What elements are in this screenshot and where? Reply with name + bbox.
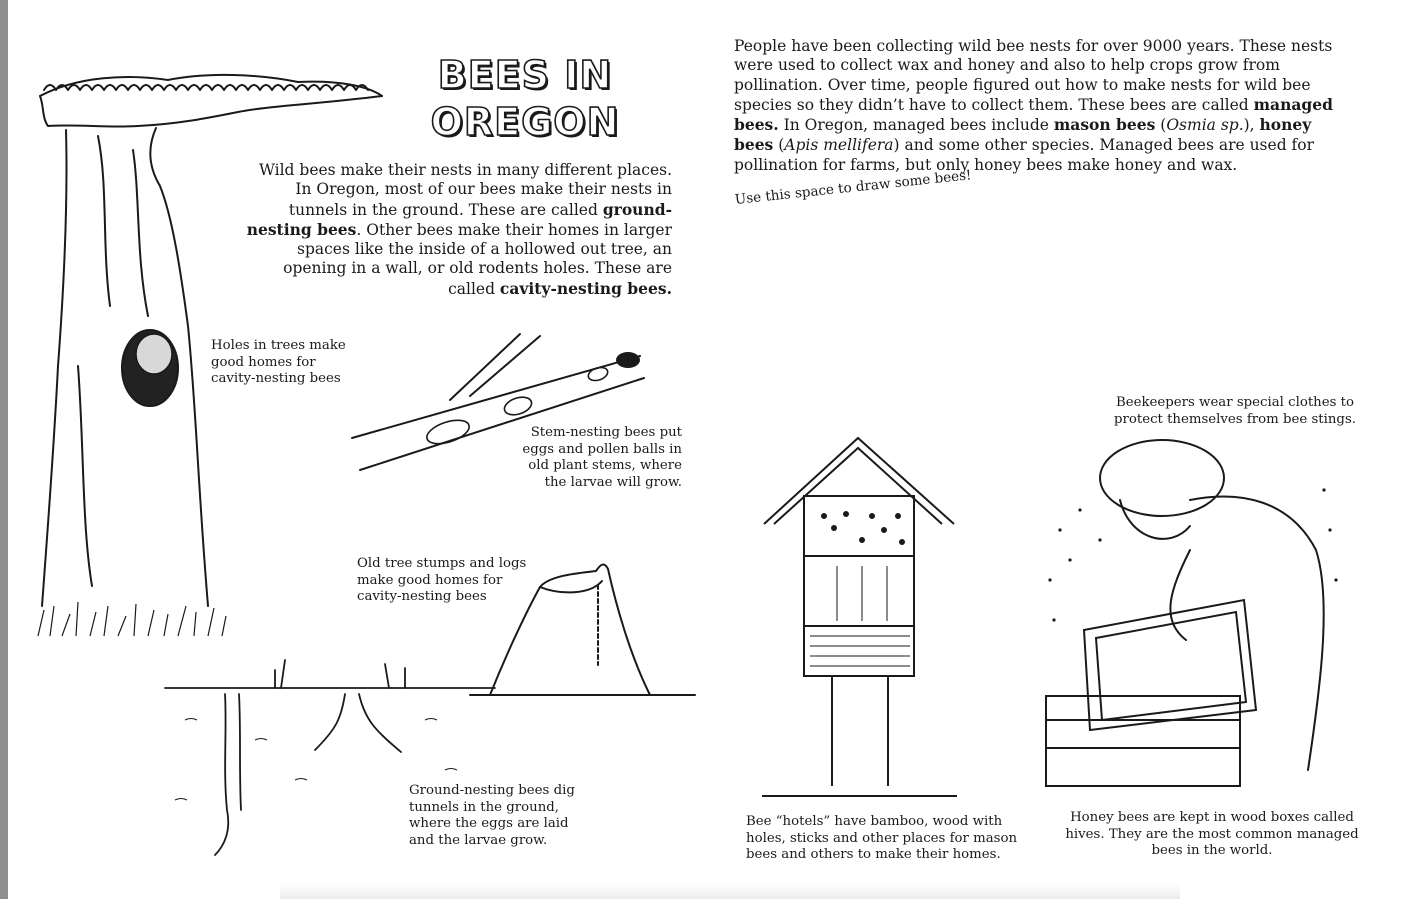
caption-beekeepers: Beekeepers wear special clothes to protect themselves from bee stings. <box>1113 395 1356 427</box>
caption-hives: Honey bees are kept in wood boxes called hives. They are the most common managed bees in the world. <box>1065 810 1359 858</box>
managed-term-managed-bees: managed bees. <box>734 94 1333 135</box>
managed-term-honey-bees: honey bees <box>734 115 1312 155</box>
draw-prompt: Use this space to draw some bees! <box>734 167 973 208</box>
bee-hotel-illustration <box>762 436 957 806</box>
managed-text-6: ) and some other species. Managed bees are used for pollination for farms, but only honey bees make honey and wax. <box>734 136 1315 174</box>
caption-ground-nesting: Ground-nesting bees dig tunnels in the ground, where the eggs are laid and the larvae grow. <box>409 783 575 848</box>
page-title <box>400 52 650 146</box>
caption-bee-hotels: Bee “hotels” have bamboo, wood with holes, sticks and other places for mason bees and others to make their homes. <box>746 814 1018 862</box>
managed-text-3: ( <box>1155 116 1167 135</box>
page-left-edge <box>0 0 8 899</box>
managed-text-1: People have been collecting wild bee nests for over 9000 years. These nests were used to collect wax and honey and also to help crops grow from pollination. Over time, people figured out how to make nests for wild bee species so they didn’t have to collect them. These bees are called <box>734 37 1333 114</box>
page-bottom-shadow <box>280 884 1180 899</box>
managed-term-mason-bees: mason bees <box>1053 115 1156 135</box>
managed-species-osmia: Osmia sp. <box>1166 116 1244 135</box>
caption-tree-holes: Holes in trees make good homes for cavity-nesting bees <box>211 338 346 386</box>
caption-stumps: Old tree stumps and logs make good homes for cavity-nesting bees <box>357 556 527 604</box>
title-line-2: OREGON <box>430 100 620 144</box>
intro-text-2: . Other bees make their homes in larger spaces like the inside of a hollowed out tree, an opening in a wall, or old rodents holes. These are called <box>283 220 672 298</box>
managed-text-2: In Oregon, managed bees include <box>778 116 1054 135</box>
managed-text-5: ( <box>773 136 785 155</box>
managed-species-apis: Apis mellifera <box>784 136 894 155</box>
intro-text-1: Wild bees make their nests in many different places. In Oregon, most of our bees make their nests in tunnels in the ground. These are called <box>258 161 672 219</box>
intro-paragraph <box>240 161 672 299</box>
caption-stem-nesting: Stem-nesting bees put eggs and pollen balls in old plant stems, where the larvae will grow. <box>522 425 682 490</box>
title-line-1: BEES IN <box>437 53 613 97</box>
beekeeper-illustration <box>1040 430 1340 800</box>
intro-term-ground-nesting: ground-nesting bees <box>246 199 672 239</box>
managed-text-4: ), <box>1243 116 1260 135</box>
managed-bees-paragraph <box>734 37 1334 175</box>
intro-term-cavity-nesting: cavity-nesting bees. <box>499 278 672 298</box>
